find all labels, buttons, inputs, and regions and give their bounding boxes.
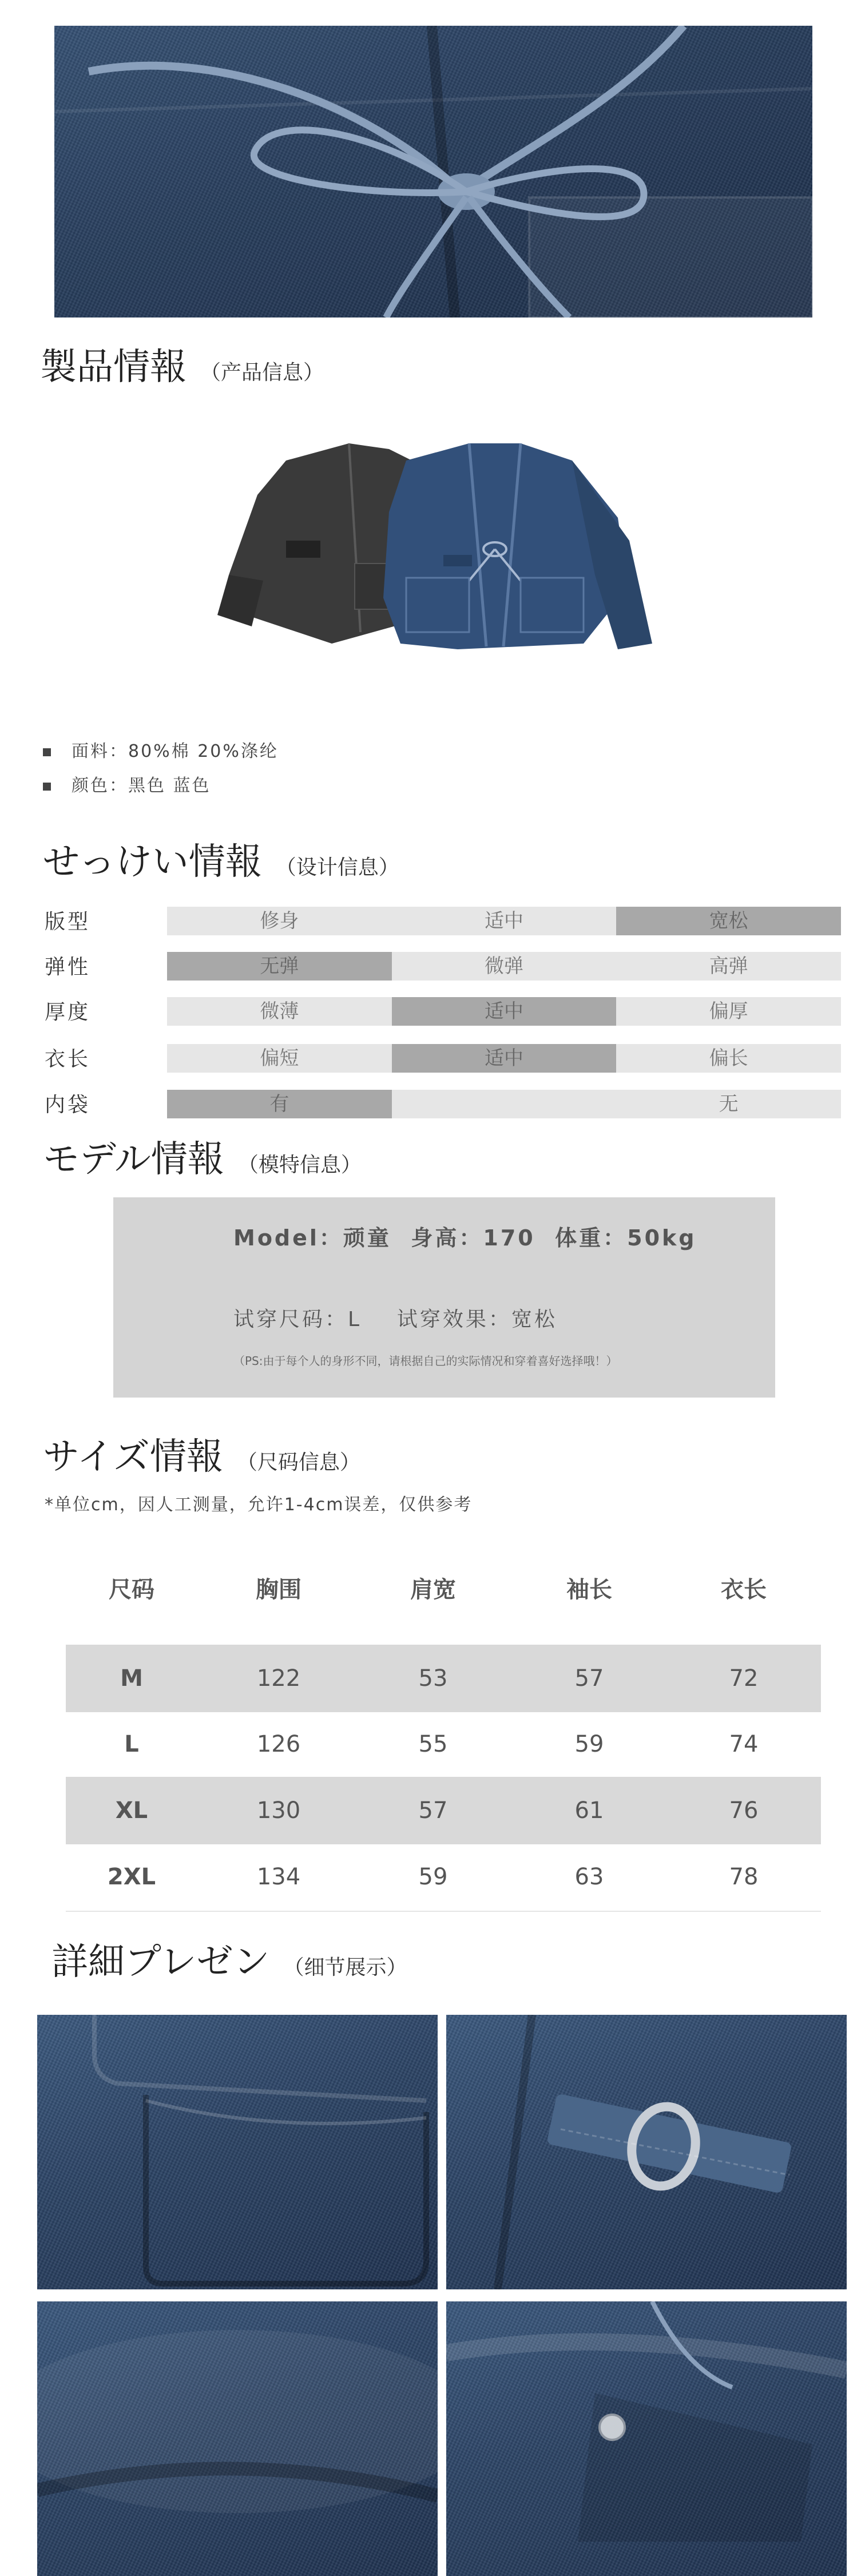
size-header-cell: 胸围: [256, 1577, 301, 1603]
design-option-selected: 有: [167, 1090, 392, 1118]
design-row-label: 衣长: [45, 1047, 91, 1071]
size-header-cell: 衣长: [721, 1577, 767, 1603]
size-value-cell: 55: [418, 1731, 448, 1757]
product-subtitle: （产品信息）: [200, 361, 324, 384]
size-header-cell: 尺码: [109, 1577, 154, 1603]
spec-item: [43, 737, 279, 762]
size-label-cell: XL: [115, 1797, 148, 1824]
spec-item: [43, 771, 211, 796]
design-option: 偏短: [260, 1047, 299, 1070]
design-row-label: 内袋: [45, 1093, 91, 1117]
model-line-2: 试穿尺码：L 试穿效果：宽松: [233, 1308, 557, 1331]
size-value-cell: 57: [574, 1665, 604, 1692]
size-table-header: [66, 1556, 821, 1624]
product-section-heading: [40, 338, 324, 390]
model-line-1: Model：顽童 身高：170 体重：50kg: [233, 1225, 697, 1251]
product-photo: [217, 426, 652, 678]
size-value-cell: 134: [256, 1864, 301, 1890]
detail-section-heading: [51, 1932, 407, 1985]
size-header-cell: 袖长: [566, 1577, 612, 1603]
design-row-bar: [167, 1090, 841, 1118]
size-title: サイズ情報: [43, 1436, 223, 1478]
model-section-heading: [43, 1130, 362, 1182]
jackets-illustration: [217, 426, 652, 678]
detail-subtitle: （细节展示）: [283, 1956, 407, 1979]
button-graphic: [446, 2301, 847, 2542]
size-table-row: [66, 1645, 821, 1712]
size-table-row: [66, 1710, 821, 1778]
detail-photo-buckle: [446, 2015, 847, 2289]
model-note: （PS:由于每个人的身形不同，请根据自己的实际情况和穿着喜好选择哦！）: [233, 1354, 618, 1368]
fabric-texture-graphic: [37, 2301, 438, 2542]
design-row-bar: [167, 952, 841, 981]
size-table-row: [66, 1843, 821, 1911]
model-info-box: [113, 1197, 775, 1398]
size-label-cell: M: [120, 1665, 143, 1692]
size-value-cell: 57: [418, 1797, 448, 1824]
detail-photo-button: [446, 2301, 847, 2576]
design-row-label: 版型: [45, 910, 91, 934]
size-value-cell: 53: [418, 1665, 448, 1692]
size-table-row: [66, 1777, 821, 1844]
design-option: 偏长: [709, 1047, 748, 1070]
size-value-cell: 130: [256, 1797, 301, 1824]
design-section-heading: [43, 832, 399, 885]
design-option-selected: 无弹: [167, 952, 392, 981]
spec-color: 颜色：黑色 蓝色: [72, 776, 211, 796]
spec-fabric: 面料：80%棉 20%涤纶: [72, 741, 279, 761]
size-header-cell: 肩宽: [410, 1577, 456, 1603]
size-value-cell: 76: [729, 1797, 759, 1824]
model-subtitle: （模特信息）: [237, 1153, 362, 1177]
blue-jacket: [383, 443, 652, 649]
design-option-selected: 适中: [392, 1044, 617, 1073]
size-section-heading: [43, 1427, 360, 1480]
design-option: 微弹: [484, 955, 523, 978]
design-option: 高弹: [709, 955, 748, 978]
size-value-cell: 126: [256, 1731, 301, 1757]
design-option-selected: 宽松: [616, 907, 841, 935]
product-title: 製品情報: [40, 346, 187, 388]
design-option: 无: [719, 1093, 739, 1116]
size-value-cell: 61: [574, 1797, 604, 1824]
size-value-cell: 78: [729, 1864, 759, 1890]
detail-photo-fabric: [37, 2301, 438, 2576]
size-note: *单位cm，因人工测量，允许1-4cm误差，仅供参考: [45, 1495, 473, 1515]
size-value-cell: 59: [418, 1864, 448, 1890]
size-value-cell: 122: [256, 1665, 301, 1692]
design-row-label: 厚度: [45, 1001, 91, 1024]
pocket-graphic: [37, 2015, 438, 2289]
bullet-square-icon: [43, 783, 51, 791]
size-value-cell: 63: [574, 1864, 604, 1890]
size-value-cell: 72: [729, 1665, 759, 1692]
design-title: せっけい情報: [43, 841, 262, 883]
banner-photo: [54, 26, 812, 317]
design-option-selected: 适中: [392, 997, 617, 1026]
size-label-cell: 2XL: [107, 1864, 156, 1890]
design-row-bar: [167, 1044, 841, 1073]
size-table-divider: [66, 1911, 821, 1912]
size-value-cell: 59: [574, 1731, 604, 1757]
design-subtitle: （设计信息）: [275, 856, 399, 879]
detail-photo-pocket: [37, 2015, 438, 2289]
buckle-graphic: [446, 2015, 847, 2289]
bullet-square-icon: [43, 748, 51, 756]
model-title: モデル情報: [43, 1138, 224, 1181]
design-row-bar: [167, 997, 841, 1026]
design-option: 适中: [484, 910, 523, 932]
detail-title: 詳細プレゼン: [51, 1941, 270, 1983]
tie-bow-graphic: [54, 26, 812, 317]
size-subtitle: （尺码信息）: [236, 1451, 360, 1474]
design-option: 修身: [260, 910, 299, 932]
size-label-cell: L: [124, 1731, 139, 1757]
design-row-bar: [167, 907, 841, 935]
design-row-label: 弹性: [45, 955, 91, 979]
design-option: 偏厚: [709, 1000, 748, 1023]
size-value-cell: 74: [729, 1731, 759, 1757]
design-option: 微薄: [260, 1000, 299, 1023]
